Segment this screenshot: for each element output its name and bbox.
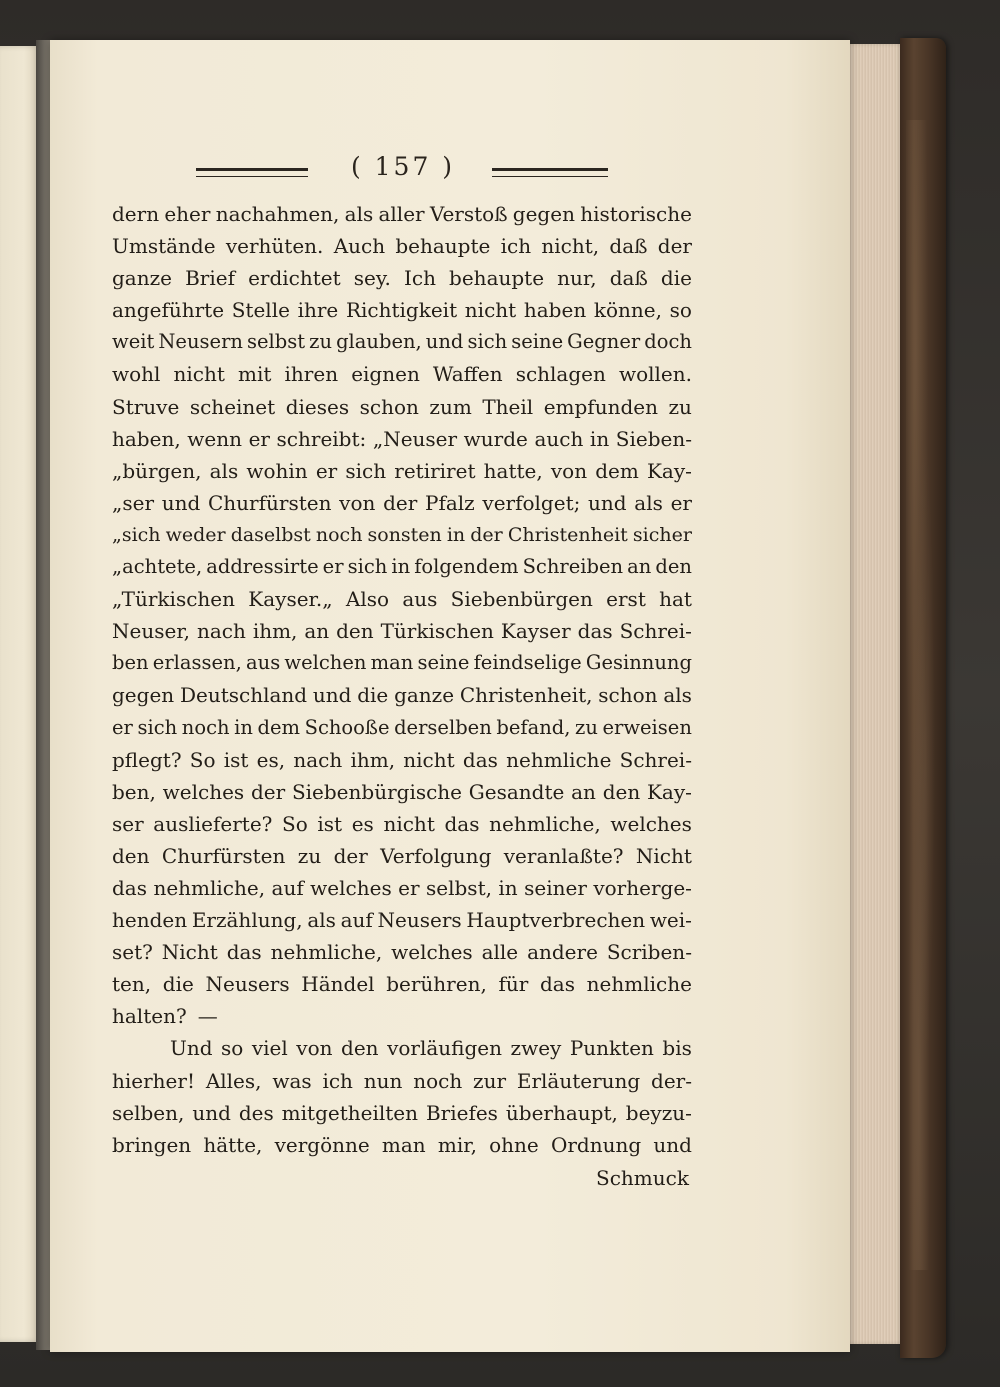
header-rule-right	[492, 168, 608, 177]
text-line: den Churfürsten zu der Verfolgung veranlaßte? Nicht	[112, 843, 692, 868]
facing-page-edge	[0, 46, 40, 1342]
text-line: ben, welches der Siebenbürgische Gesandte an den Kay-	[112, 779, 692, 804]
body-text	[112, 198, 692, 1161]
text-line: das nehmliche, auf welches er selbst, in seiner vorherge-	[112, 875, 692, 900]
binding-texture	[906, 120, 938, 1270]
text-line: set? Nicht das nehmliche, welches alle andere Scriben-	[112, 940, 692, 965]
text-line: „bürgen, als wohin er sich retiriret hatte, von dem Kay-	[112, 458, 692, 483]
text-line: gegen Deutschland und die ganze Christenheit, schon als	[112, 683, 692, 708]
text-line: bringen hätte, vergönne man mir, ohne Ordnung und	[112, 1132, 692, 1157]
page-number: ( 157 )	[350, 152, 456, 181]
text-line: halten? —	[112, 1004, 218, 1029]
text-line: „achtete, addressirte er sich in folgendem Schreiben an den	[112, 555, 692, 579]
text-line: wohl nicht mit ihren eignen Waffen schlagen wollen.	[112, 362, 692, 387]
text-line: angeführte Stelle ihre Richtigkeit nicht haben könne, so	[112, 298, 692, 323]
page-header	[190, 152, 620, 192]
text-line: „sich weder daselbst noch sonsten in der Christenheit sicher	[112, 523, 692, 546]
text-line: selben, und des mitgetheilten Briefes überhaupt, beyzu-	[112, 1100, 692, 1125]
text-line: weit Neusern selbst zu glauben, und sich seine Gegner doch	[112, 330, 692, 354]
text-line: er sich noch in dem Schooße derselben befand, zu erweisen	[112, 715, 692, 739]
text-line: Neuser, nach ihm, an den Türkischen Kayser das Schrei-	[112, 619, 692, 644]
text-line: henden Erzählung, als auf Neusers Hauptverbrechen wei-	[112, 908, 692, 933]
text-line: ben erlassen, aus welchen man seine feindselige Gesinnung	[112, 651, 692, 675]
text-line: Und so viel von den vorläufigen zwey Punkten bis	[170, 1036, 692, 1061]
text-line: ganze Brief erdichtet sey. Ich behaupte nur, daß die	[112, 266, 692, 291]
text-line: pflegt? So ist es, nach ihm, nicht das nehmliche Schrei-	[112, 747, 692, 772]
text-line: Struve scheinet dieses schon zum Theil empfunden zu	[112, 394, 692, 419]
catchword: Schmuck	[596, 1166, 689, 1190]
text-line: ten, die Neusers Händel berühren, für das nehmliche	[112, 972, 692, 997]
text-line: „Türkischen Kayser.„ Also aus Siebenbürgen erst hat	[112, 587, 692, 612]
header-rule-left	[196, 168, 308, 177]
text-line: hierher! Alles, was ich nun noch zur Erläuterung der-	[112, 1068, 692, 1093]
text-line: haben, wenn er schreibt: „Neuser wurde auch in Sieben-	[112, 426, 692, 451]
text-line: dern eher nachahmen, als aller Verstoß gegen historische	[112, 202, 692, 226]
text-line: Umstände verhüten. Auch behaupte ich nicht, daß der	[112, 234, 692, 259]
text-line: „ser und Churfürsten von der Pfalz verfolget; und als er	[112, 490, 692, 515]
text-line: ser auslieferte? So ist es nicht das nehmliche, welches	[112, 811, 692, 836]
